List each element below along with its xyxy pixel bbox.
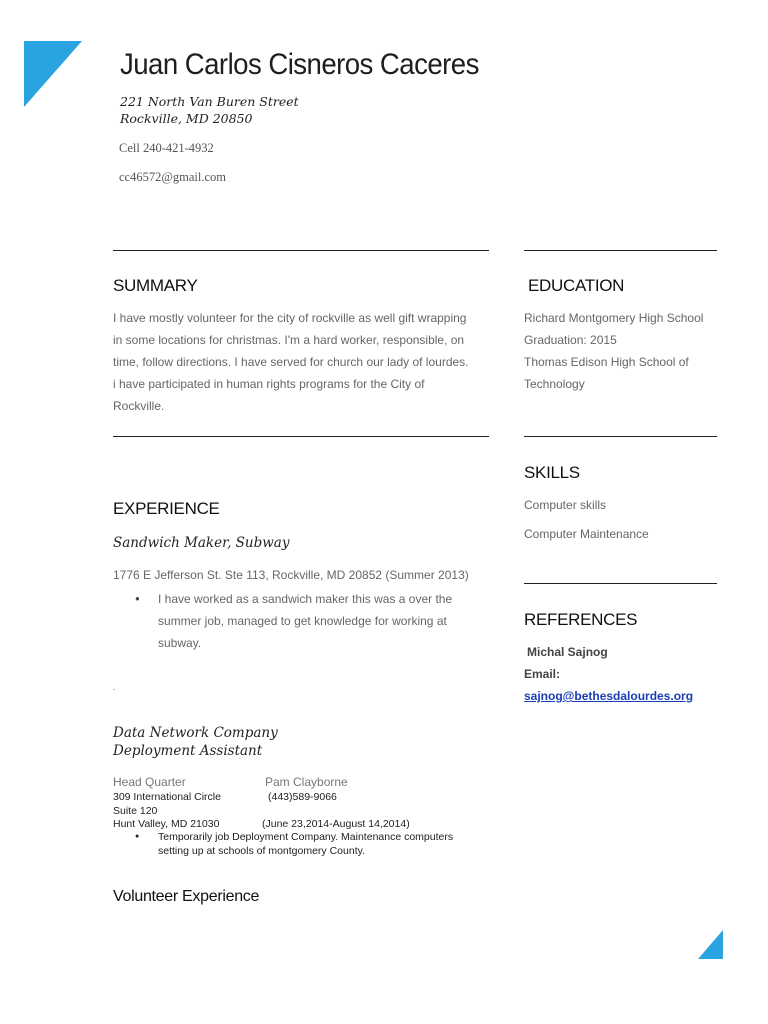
bullet-line: Temporarily job Deployment Company. Maintenance computers — [158, 831, 454, 843]
bullet-line: setting up at schools of montgomery County. — [158, 845, 365, 857]
resume-name: Juan Carlos Cisneros Caceres — [120, 48, 479, 81]
job-company-data-network: Data Network Company — [113, 725, 278, 741]
bullet-dot: ● — [135, 833, 140, 840]
summary-heading: SUMMARY — [113, 276, 198, 295]
divider-summary-bottom — [113, 436, 489, 437]
bullet-line: I have worked as a sandwich maker this was a over the — [158, 592, 453, 606]
skill-item: Computer Maintenance — [524, 527, 649, 541]
summary-text — [113, 307, 493, 417]
head-quarter-label: Head Quarter — [113, 775, 186, 789]
reference-name: Michal Sajnog — [527, 645, 608, 659]
divider-skills-top — [524, 436, 717, 437]
education-line: Richard Montgomery High School — [524, 311, 704, 325]
education-line: Technology — [524, 377, 585, 391]
reference-email-link[interactable]: sajnog@bethesdalourdes.org — [524, 689, 694, 703]
address-line-1: 221 North Van Buren Street — [120, 94, 299, 109]
stray-dot: . — [113, 682, 116, 692]
bullet-line: summer job, managed to get knowledge for working at — [158, 614, 447, 628]
hq-phone: (443)589-9066 — [268, 791, 337, 803]
job-title-subway: Sandwich Maker, Subway — [113, 535, 290, 551]
job-title-deployment: Deployment Assistant — [113, 743, 263, 759]
summary-line: time, follow directions. I have served for church our lady of lourdes. — [113, 355, 469, 369]
bullet-line: subway. — [158, 636, 202, 650]
education-heading: EDUCATION — [528, 276, 625, 295]
summary-line: in some locations for christmas. I'm a hard worker, responsible, on — [113, 333, 465, 347]
address-line-2: Rockville, MD 20850 — [120, 111, 253, 126]
email-address: cc46572@gmail.com — [119, 170, 226, 184]
bullet-dot: ● — [135, 594, 140, 603]
job-bullet-subway — [135, 588, 495, 654]
cell-phone: Cell 240-421-4932 — [119, 141, 214, 155]
hq-suite: Suite 120 — [113, 805, 158, 817]
education-text — [524, 307, 724, 395]
job-dates: (June 23,2014-August 14,2014) — [262, 818, 410, 830]
hq-street: 309 International Circle — [113, 791, 221, 803]
job-location-subway: 1776 E Jefferson St. Ste 113, Rockville, MD 20852 (Summer 2013) — [113, 568, 469, 582]
experience-heading: EXPERIENCE — [113, 499, 220, 518]
education-line: Graduation: 2015 — [524, 333, 617, 347]
volunteer-heading: Volunteer Experience — [113, 888, 260, 905]
skill-item: Computer skills — [524, 498, 607, 512]
corner-accent-top-left — [24, 41, 82, 107]
references-heading: REFERENCES — [524, 610, 638, 629]
job-bullet-deployment — [135, 830, 495, 858]
summary-line: i have participated in human rights programs for the City of — [113, 377, 425, 391]
divider-education-top — [524, 250, 717, 251]
corner-accent-bottom-right — [698, 930, 723, 959]
skills-heading: SKILLS — [524, 463, 580, 482]
divider-references-top — [524, 583, 717, 584]
summary-line: I have mostly volunteer for the city of rockville as well gift wrapping — [113, 311, 467, 325]
reference-email-label: Email: — [524, 667, 561, 681]
divider-summary-top — [113, 250, 489, 251]
hq-city: Hunt Valley, MD 21030 — [113, 818, 220, 830]
education-line: Thomas Edison High School of — [524, 355, 689, 369]
summary-line: Rockville. — [113, 399, 165, 413]
contact-name: Pam Clayborne — [265, 775, 348, 789]
